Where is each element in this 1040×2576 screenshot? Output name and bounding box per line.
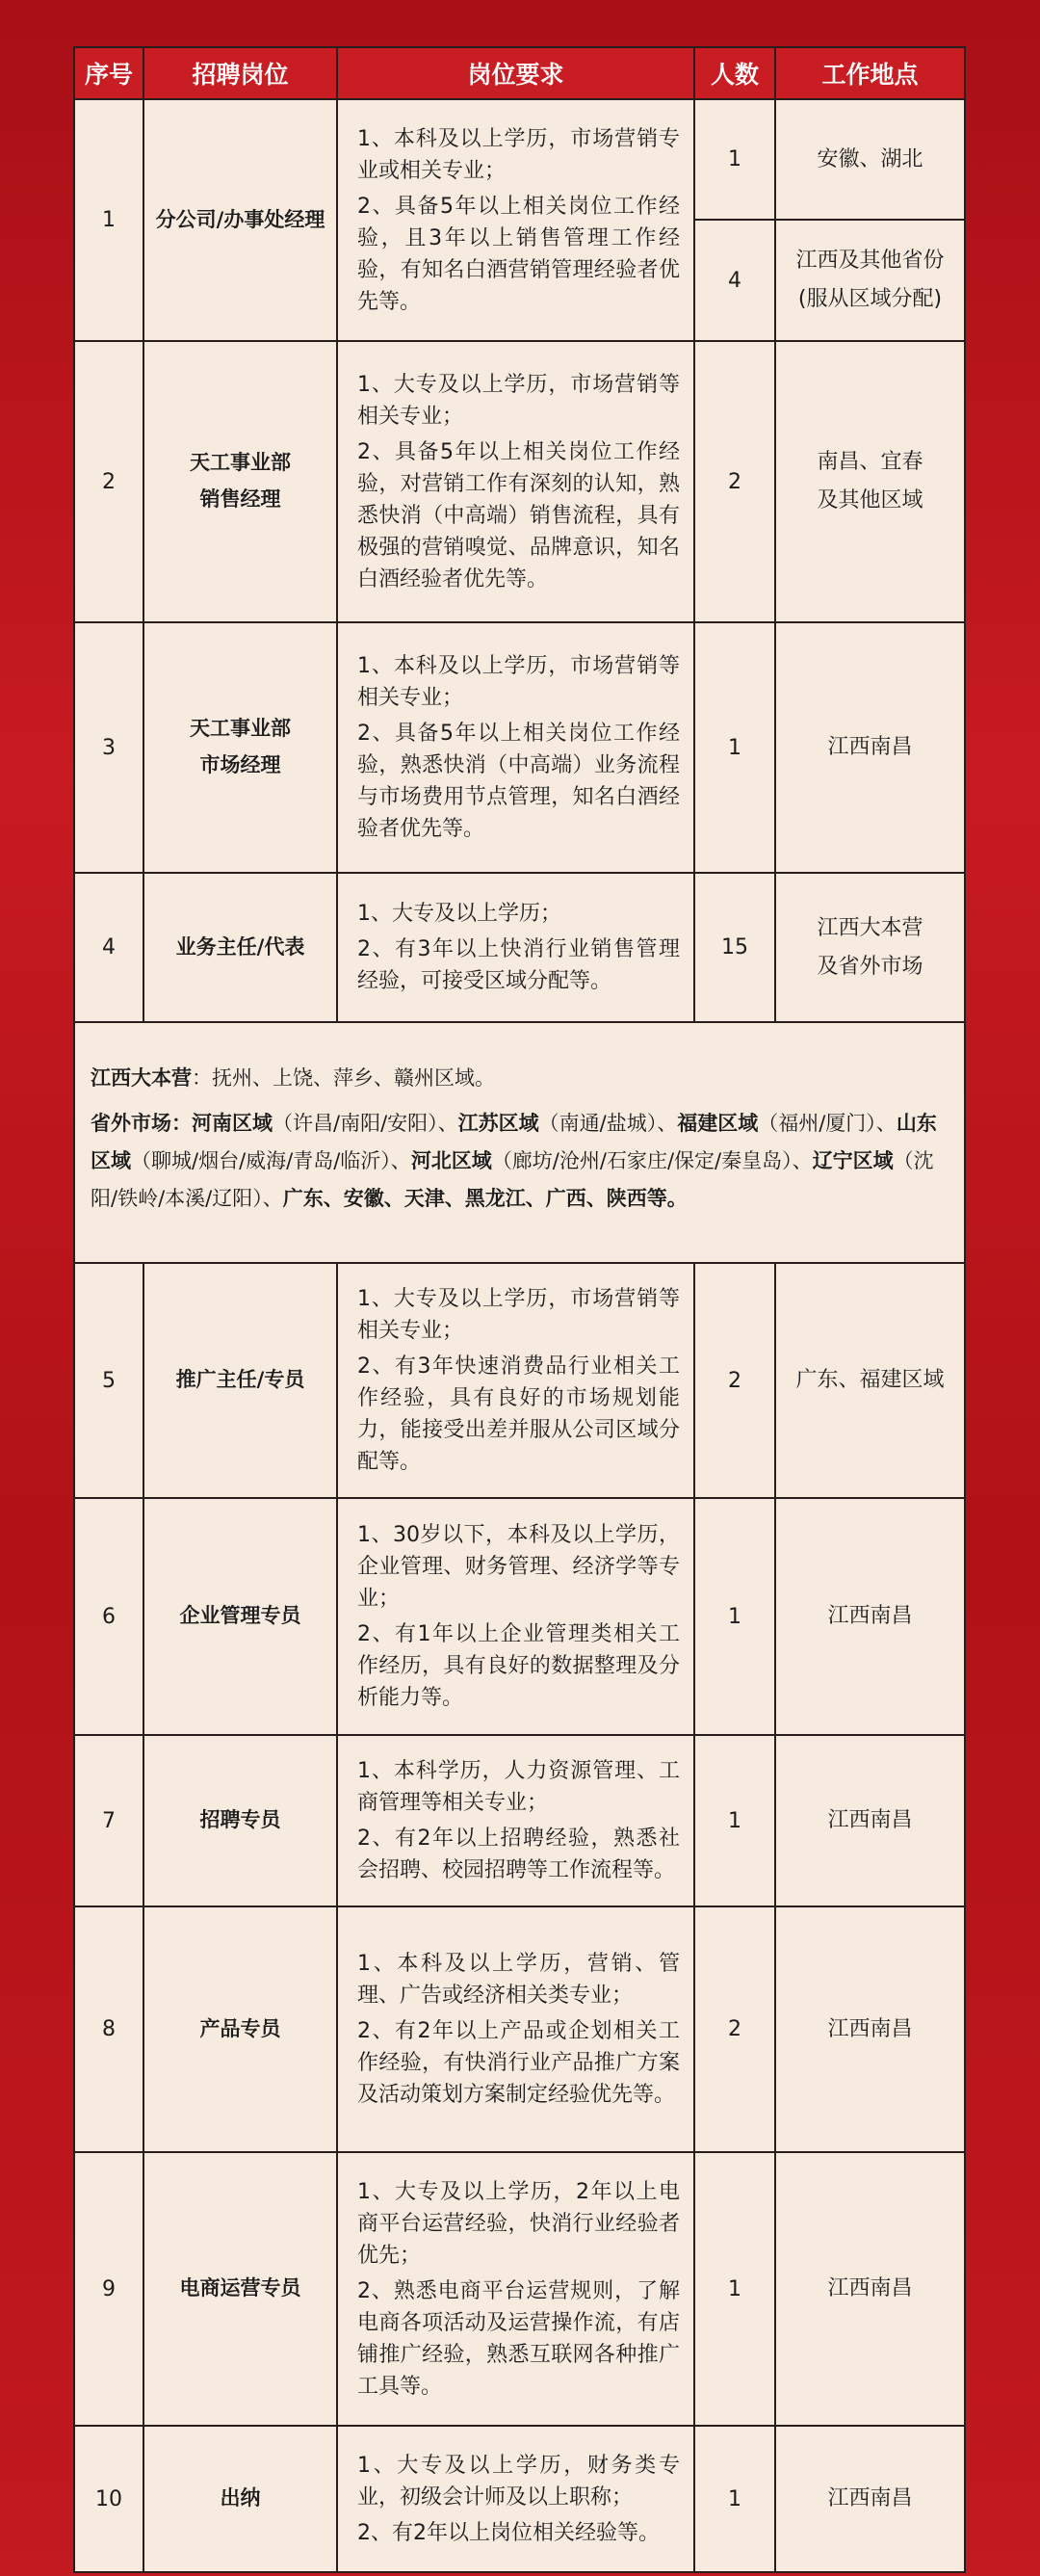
outer-region-label: 省外市场： (91, 1112, 192, 1136)
row-no: 5 (74, 1263, 143, 1498)
row-location: 江西南昌 (775, 622, 965, 873)
row-location: 广东、福建区域 (775, 1263, 965, 1498)
header-no: 序号 (74, 47, 143, 99)
row-no: 1 (74, 99, 143, 341)
table-row (74, 873, 965, 1022)
row-count: 1 (694, 1735, 775, 1906)
row-location: 江西大本营 及省外市场 (775, 873, 965, 1022)
requirement-line: 2、有1年以上企业管理类相关工作经历，具有良好的数据整理及分析能力等。 (357, 1622, 680, 1710)
requirement-line: 1、本科及以上学历，市场营销等相关专业； (357, 654, 680, 710)
row-location: 江西南昌 (775, 1498, 965, 1735)
row-count: 15 (694, 873, 775, 1022)
header-requirements: 岗位要求 (337, 47, 694, 99)
row-no: 3 (74, 622, 143, 873)
recruitment-table (73, 46, 966, 2573)
row-requirements (337, 1263, 694, 1498)
row-no: 10 (74, 2426, 143, 2572)
region-cities: （聊城/烟台/威海/青岛/临沂）、 (131, 1149, 411, 1172)
table-header-row (74, 47, 965, 99)
row-count: 1 (694, 99, 775, 220)
region-cities: （许昌/南阳/安阳）、 (273, 1112, 458, 1136)
recruitment-table-container (73, 46, 964, 2573)
row-count: 2 (694, 1263, 775, 1498)
table-row (74, 2426, 965, 2572)
table-row (74, 99, 965, 220)
requirement-line: 2、具备5年以上相关岗位工作经验，且3年以上销售管理工作经验，有知名白酒营销管理经验者优先等。 (357, 194, 680, 314)
requirement-line: 1、30岁以下，本科及以上学历，企业管理、财务管理、经济学等专业； (357, 1523, 680, 1611)
base-region-label: 江西大本营 (91, 1066, 192, 1091)
table-row (74, 1263, 965, 1498)
row-requirements (337, 1735, 694, 1906)
region-cities: （福州/厦门）、 (758, 1112, 897, 1136)
row-no: 6 (74, 1498, 143, 1735)
requirement-line: 1、大专及以上学历，财务类专业，初级会计师及以上职称； (357, 2453, 680, 2510)
requirement-line: 2、有3年快速消费品行业相关工作经验，具有良好的市场规划能力，能接受出差并服从公司区域分配等。 (357, 1354, 680, 1474)
row-position: 分公司/办事处经理 (143, 99, 337, 341)
row-requirements (337, 2152, 694, 2426)
base-region-text: ：抚州、上饶、萍乡、赣州区域。 (192, 1066, 495, 1091)
header-count: 人数 (694, 47, 775, 99)
row-position: 企业管理专员 (143, 1498, 337, 1735)
row-count: 2 (694, 341, 775, 622)
row-requirements (337, 99, 694, 341)
row-location: 江西南昌 (775, 2426, 965, 2572)
row-no: 2 (74, 341, 143, 622)
row-requirements (337, 1906, 694, 2152)
region-cities: （南通/盐城）、 (538, 1112, 678, 1136)
row-count: 1 (694, 2426, 775, 2572)
row-requirements (337, 873, 694, 1022)
row-count: 1 (694, 1498, 775, 1735)
row-location: 江西南昌 (775, 1735, 965, 1906)
requirement-line: 1、大专及以上学历，2年以上电商平台运营经验，快消行业经验者优先； (357, 2179, 680, 2268)
region-name: 福建区域 (677, 1112, 759, 1136)
region-cities: （廊坊/沧州/石家庄/保定/秦皇岛）、 (491, 1149, 813, 1172)
row-location: 江西南昌 (775, 2152, 965, 2426)
row-position: 招聘专员 (143, 1735, 337, 1906)
row-position: 天工事业部 销售经理 (143, 341, 337, 622)
requirement-line: 2、具备5年以上相关岗位工作经验，熟悉快消（中高端）业务流程与市场费用节点管理，知名白酒经验者优先等。 (357, 722, 680, 841)
requirement-line: 2、有2年以上岗位相关经验等。 (357, 2520, 660, 2545)
requirement-line: 2、有2年以上产品或企划相关工作经验，有快消行业产品推广方案及活动策划方案制定经验优先等。 (357, 2019, 680, 2107)
region-cities: （沈阳/铁岭/本溪/辽阳）、 (91, 1149, 934, 1210)
row-requirements (337, 622, 694, 873)
region-name: 山东区域 (91, 1112, 937, 1172)
row-position: 电商运营专员 (143, 2152, 337, 2426)
requirement-line: 1、大专及以上学历； (357, 902, 561, 926)
header-location: 工作地点 (775, 47, 965, 99)
row-no: 9 (74, 2152, 143, 2426)
row-no: 4 (74, 873, 143, 1022)
table-row (74, 1735, 965, 1906)
row-count: 1 (694, 622, 775, 873)
requirement-line: 1、本科学历，人力资源管理、工商管理等相关专业； (357, 1759, 680, 1815)
requirement-line: 2、有2年以上招聘经验，熟悉社会招聘、校园招聘等工作流程等。 (357, 1827, 680, 1882)
region-name: 河南区域 (192, 1112, 273, 1136)
table-row (74, 622, 965, 873)
row-location: 江西南昌 (775, 1906, 965, 2152)
row-position: 天工事业部 市场经理 (143, 622, 337, 873)
row-position: 业务主任/代表 (143, 873, 337, 1022)
row-count: 1 (694, 2152, 775, 2426)
row-no: 8 (74, 1906, 143, 2152)
requirement-line: 2、熟悉电商平台运营规则，了解电商各项活动及运营操作流，有店铺推广经验，熟悉互联网各种推广工具等。 (357, 2278, 680, 2399)
outer-region-line (91, 1105, 954, 1218)
row-location: 江西及其他省份(服从区域分配) (775, 220, 965, 341)
row-count: 2 (694, 1906, 775, 2152)
row-position: 产品专员 (143, 1906, 337, 2152)
region-name: 辽宁区域 (812, 1149, 894, 1172)
region-note-row (74, 1022, 965, 1263)
row-count: 4 (694, 220, 775, 341)
table-row (74, 1906, 965, 2152)
requirement-line: 1、大专及以上学历，市场营销等相关专业； (357, 372, 680, 429)
row-location: 安徽、湖北 (775, 99, 965, 220)
region-note (74, 1022, 965, 1263)
row-position: 出纳 (143, 2426, 337, 2572)
table-row (74, 1498, 965, 1735)
row-location: 南昌、宜春 及其他区域 (775, 341, 965, 622)
requirement-line: 1、大专及以上学历，市场营销等相关专业； (357, 1287, 680, 1343)
row-position: 推广主任/专员 (143, 1263, 337, 1498)
requirement-line: 1、本科及以上学历，营销、管理、广告或经济相关类专业； (357, 1952, 680, 2008)
region-name: 江苏区域 (457, 1112, 539, 1136)
table-row (74, 2152, 965, 2426)
table-row (74, 341, 965, 622)
base-region-line (91, 1060, 954, 1097)
row-requirements (337, 1498, 694, 1735)
row-requirements (337, 341, 694, 622)
header-position: 招聘岗位 (143, 47, 337, 99)
row-requirements (337, 2426, 694, 2572)
region-name: 河北区域 (410, 1149, 492, 1172)
requirement-line: 1、本科及以上学历，市场营销专业或相关专业； (357, 126, 680, 183)
requirement-line: 2、具备5年以上相关岗位工作经验，对营销工作有深刻的认知，熟悉快消（中高端）销售流程，具有极强的营销嗅觉、品牌意识，知名白酒经验者优先等。 (357, 439, 680, 591)
requirement-line: 2、有3年以上快消行业销售管理经验，可接受区域分配等。 (357, 937, 680, 993)
region-name: 广东、安徽、天津、黑龙江、广西、陕西等。 (282, 1186, 688, 1210)
row-no: 7 (74, 1735, 143, 1906)
